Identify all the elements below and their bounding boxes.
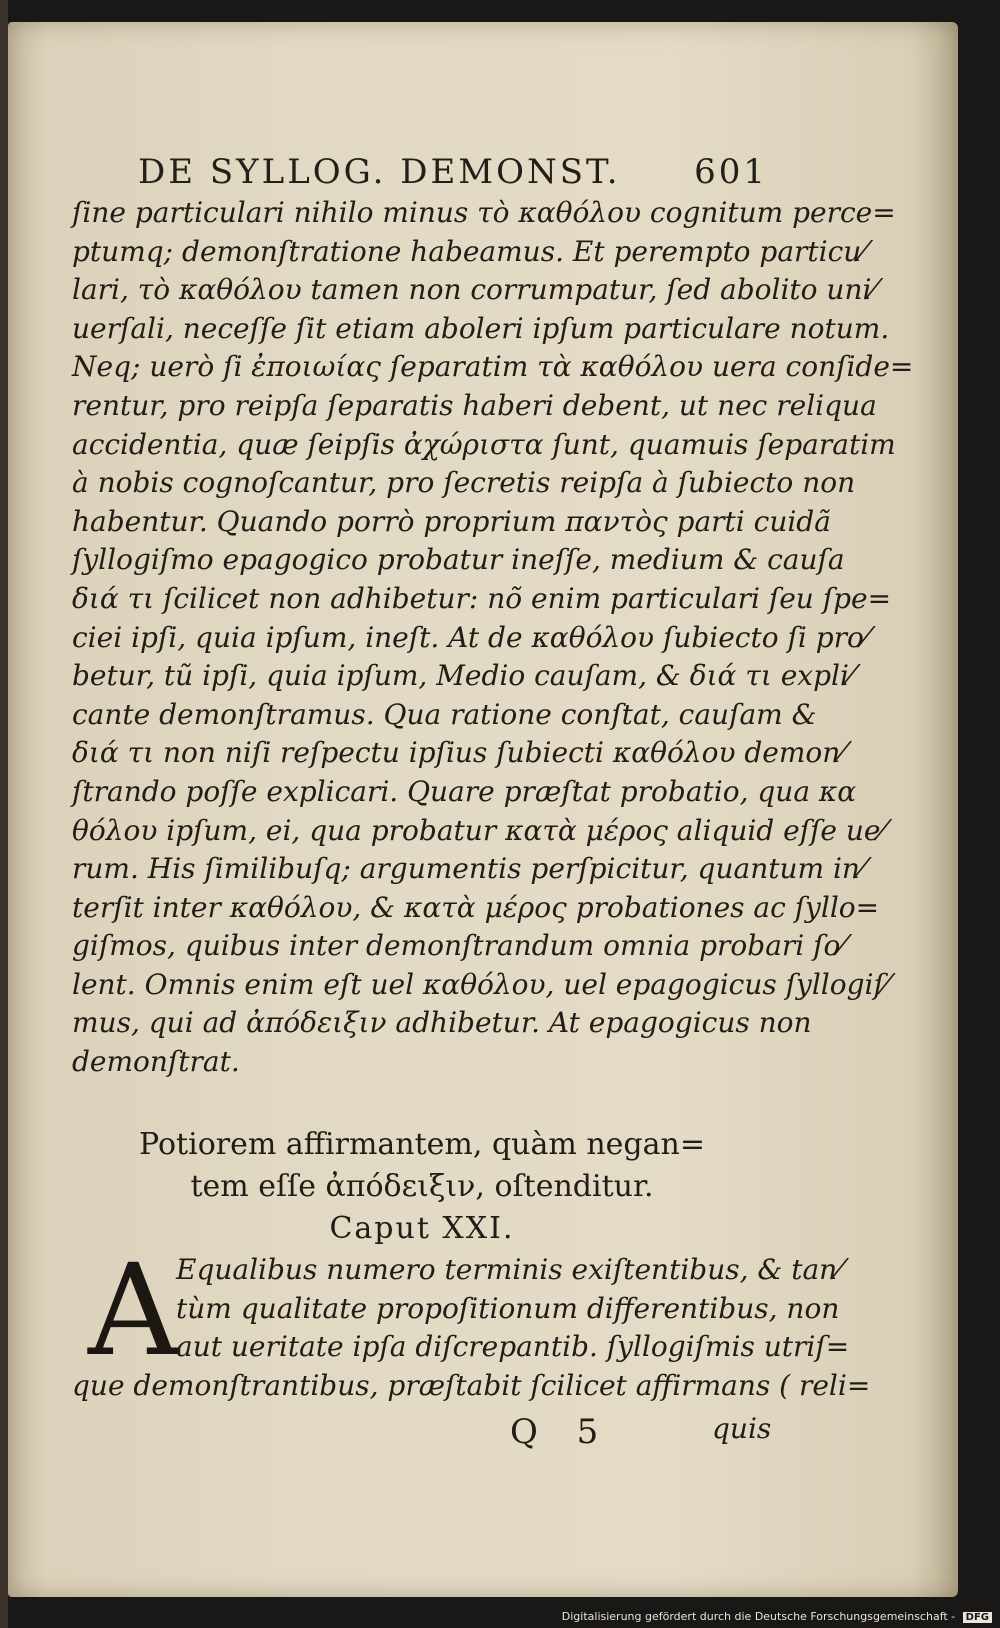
text-line: cante demonſtramus. Qua ratione conſtat, cauſam & (72, 697, 817, 731)
text-line: terſit inter καθόλου, & κατὰ μέρος probationes ac ſyllo= (72, 890, 880, 924)
chapter-title-line-2: tem eſſe ἀπόδειξιν, oſtenditur. (190, 1169, 654, 1204)
body-text (72, 194, 914, 1082)
text-line: aut ueritate ipſa diſcrepantib. ſyllogiſmis utriſ= (176, 1330, 850, 1364)
running-title: DE SYLLOG. DEMONST. (138, 152, 621, 192)
text-line: à nobis cognoſcantur, pro ſecretis reipſa à ſubiecto non (72, 466, 856, 500)
text-line: Neq; uerò ſi ἐποιωίας ſeparatim τὰ καθόλου uera conſide= (72, 350, 914, 384)
text-line: ciei ipſi, quia ipſum, ineſt. At de καθόλου ſubiecto ſi pro⁄ (72, 620, 869, 654)
text-line: rum. His ſimilibuſq; argumentis perſpicitur, quantum in⁄ (72, 852, 865, 886)
credit-text: Digitalisierung gefördert durch die Deutsche Forschungsgemeinschaft - (561, 1610, 956, 1623)
text-line: lari, τὸ καθόλου tamen non corrumpatur, ſed abolito uni⁄ (72, 273, 877, 307)
text-line: tùm qualitate propoſitionum differentibus, non (176, 1291, 840, 1325)
text-line: ſine particulari nihilo minus τὸ καθόλου cognitum perce= (72, 196, 896, 229)
running-header (138, 152, 768, 194)
text-line: uerſali, neceſſe ſit etiam aboleri ipſum particulare notum. (72, 311, 890, 345)
text-line: ſtrando poſſe explicari. Quare præſtat probatio, qua κα (72, 774, 857, 808)
text-line: mus, qui ad ἀπόδειξιν adhibetur. At epagogicus non (72, 1006, 812, 1040)
text-line: demonſtrat. (72, 1045, 240, 1079)
text-line: rentur, pro reipſa ſeparatis haberi debent, ut nec reliqua (72, 388, 877, 422)
text-line: giſmos, quibus inter demonſtrandum omnia probari ſo⁄ (72, 929, 846, 963)
chapter-number: Caput XXI. (329, 1211, 515, 1246)
text-line: betur, tũ ipſi, quia ipſum, Medio cauſam, & διά τι expli⁄ (72, 659, 854, 693)
catchword: quis (712, 1412, 772, 1445)
text-line: lent. Omnis enim eſt uel καθόλου, uel epagogicus ſyllogiſ⁄ (72, 967, 889, 1001)
text-line: que demonſtrantibus, præſtabit ſcilicet affirmans ( reli= (72, 1368, 871, 1402)
text-line: διά τι ſcilicet non adhibetur: nõ enim particulari ſeu ſpe= (72, 581, 892, 615)
digitization-credit (562, 1610, 992, 1623)
text-line: διά τι non niſi reſpectu ipſius ſubiecti καθόλου demon⁄ (72, 736, 845, 770)
signature-mark: Q 5 (510, 1412, 613, 1452)
drop-cap-initial: A (88, 1237, 179, 1384)
chapter-title-line-1: Potiorem affirmantem, quàm negan= (139, 1127, 705, 1162)
chapter-body-text (72, 1251, 871, 1405)
book-spine (0, 0, 8, 1628)
page-number: 601 (694, 152, 768, 192)
text-line: θόλου ipſum, ei, qua probatur κατὰ μέρος aliquid eſſe ue⁄ (72, 813, 886, 847)
text-line: ptumq; demonſtratione habeamus. Et perempto particu⁄ (72, 234, 867, 268)
text-line: habentur. Quando porrò proprium παντὸς parti cuidã (72, 504, 831, 538)
dfg-logo: DFG (963, 1612, 992, 1623)
text-line: Equalibus numero terminis exiſtentibus, & tan⁄ (176, 1253, 842, 1286)
text-line: accidentia, quæ ſeipſis ἀχώριστα ſunt, quamuis ſeparatim (72, 427, 896, 461)
text-line: ſyllogiſmo epagogico probatur ineſſe, medium & cauſa (72, 543, 845, 577)
